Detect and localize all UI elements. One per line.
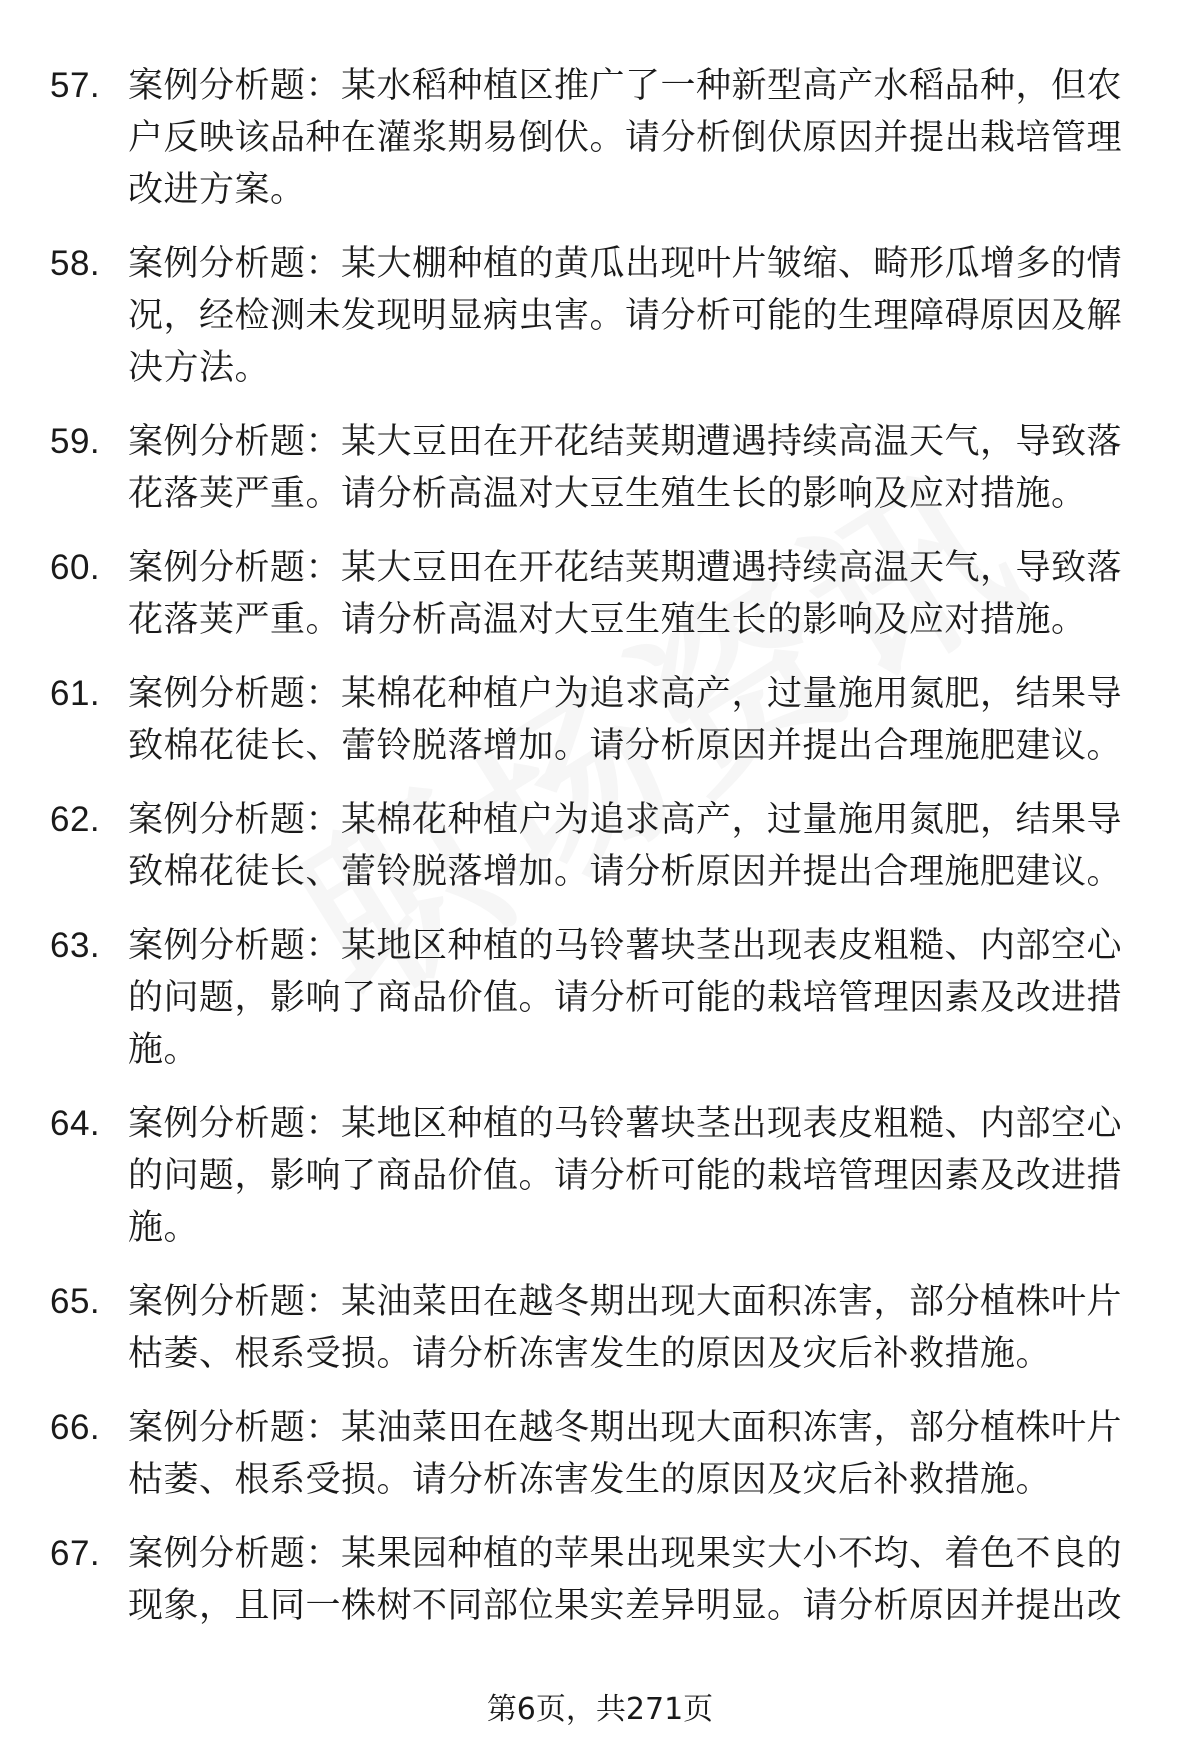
question-item (0, 1276, 1200, 1380)
question-number: 62. (50, 800, 101, 839)
question-item (0, 794, 1200, 898)
question-item (0, 668, 1200, 772)
question-item (0, 920, 1200, 1076)
question-item (0, 416, 1200, 520)
question-text: 案例分析题：某油菜田在越冬期出现大面积冻害，部分植株叶片枯萎、根系受损。请分析冻害发生的原因及灾后补救措施。 (128, 1408, 1123, 1500)
question-text: 案例分析题：某油菜田在越冬期出现大面积冻害，部分植株叶片枯萎、根系受损。请分析冻害发生的原因及灾后补救措施。 (128, 1282, 1123, 1374)
question-number: 58. (50, 244, 101, 283)
question-item (0, 60, 1200, 216)
question-text: 案例分析题：某大豆田在开花结荚期遭遇持续高温天气，导致落花落荚严重。请分析高温对大豆生殖生长的影响及应对措施。 (128, 422, 1123, 514)
question-text: 案例分析题：某水稻种植区推广了一种新型高产水稻品种，但农户反映该品种在灌浆期易倒伏。请分析倒伏原因并提出栽培管理改进方案。 (128, 66, 1123, 210)
question-text: 案例分析题：某大豆田在开花结荚期遭遇持续高温天气，导致落花落荚严重。请分析高温对大豆生殖生长的影响及应对措施。 (128, 548, 1123, 640)
question-text: 案例分析题：某果园种植的苹果出现果实大小不均、着色不良的现象，且同一株树不同部位果实差异明显。请分析原因并提出改 (128, 1534, 1123, 1626)
question-number: 60. (50, 548, 101, 587)
question-item (0, 238, 1200, 394)
question-item (0, 1402, 1200, 1506)
question-number: 64. (50, 1104, 101, 1143)
question-text: 案例分析题：某棉花种植户为追求高产，过量施用氮肥，结果导致棉花徒长、蕾铃脱落增加。请分析原因并提出合理施肥建议。 (128, 674, 1123, 766)
question-number: 63. (50, 926, 101, 965)
question-list (0, 60, 1200, 1654)
question-text: 案例分析题：某地区种植的马铃薯块茎出现表皮粗糙、内部空心的问题，影响了商品价值。请分析可能的栽培管理因素及改进措施。 (128, 1104, 1123, 1248)
question-number: 59. (50, 422, 101, 461)
question-item (0, 1528, 1200, 1632)
question-number: 66. (50, 1408, 101, 1447)
question-number: 57. (50, 66, 101, 105)
question-text: 案例分析题：某棉花种植户为追求高产，过量施用氮肥，结果导致棉花徒长、蕾铃脱落增加。请分析原因并提出合理施肥建议。 (128, 800, 1123, 892)
question-item (0, 542, 1200, 646)
question-text: 案例分析题：某大棚种植的黄瓜出现叶片皱缩、畸形瓜增多的情况，经检测未发现明显病虫害。请分析可能的生理障碍原因及解决方法。 (128, 244, 1123, 388)
question-item (0, 1098, 1200, 1254)
question-text: 案例分析题：某地区种植的马铃薯块茎出现表皮粗糙、内部空心的问题，影响了商品价值。请分析可能的栽培管理因素及改进措施。 (128, 926, 1123, 1070)
question-number: 65. (50, 1282, 101, 1321)
question-number: 61. (50, 674, 101, 713)
page-footer: 第6页，共271页 (486, 1692, 714, 1727)
question-number: 67. (50, 1534, 101, 1573)
